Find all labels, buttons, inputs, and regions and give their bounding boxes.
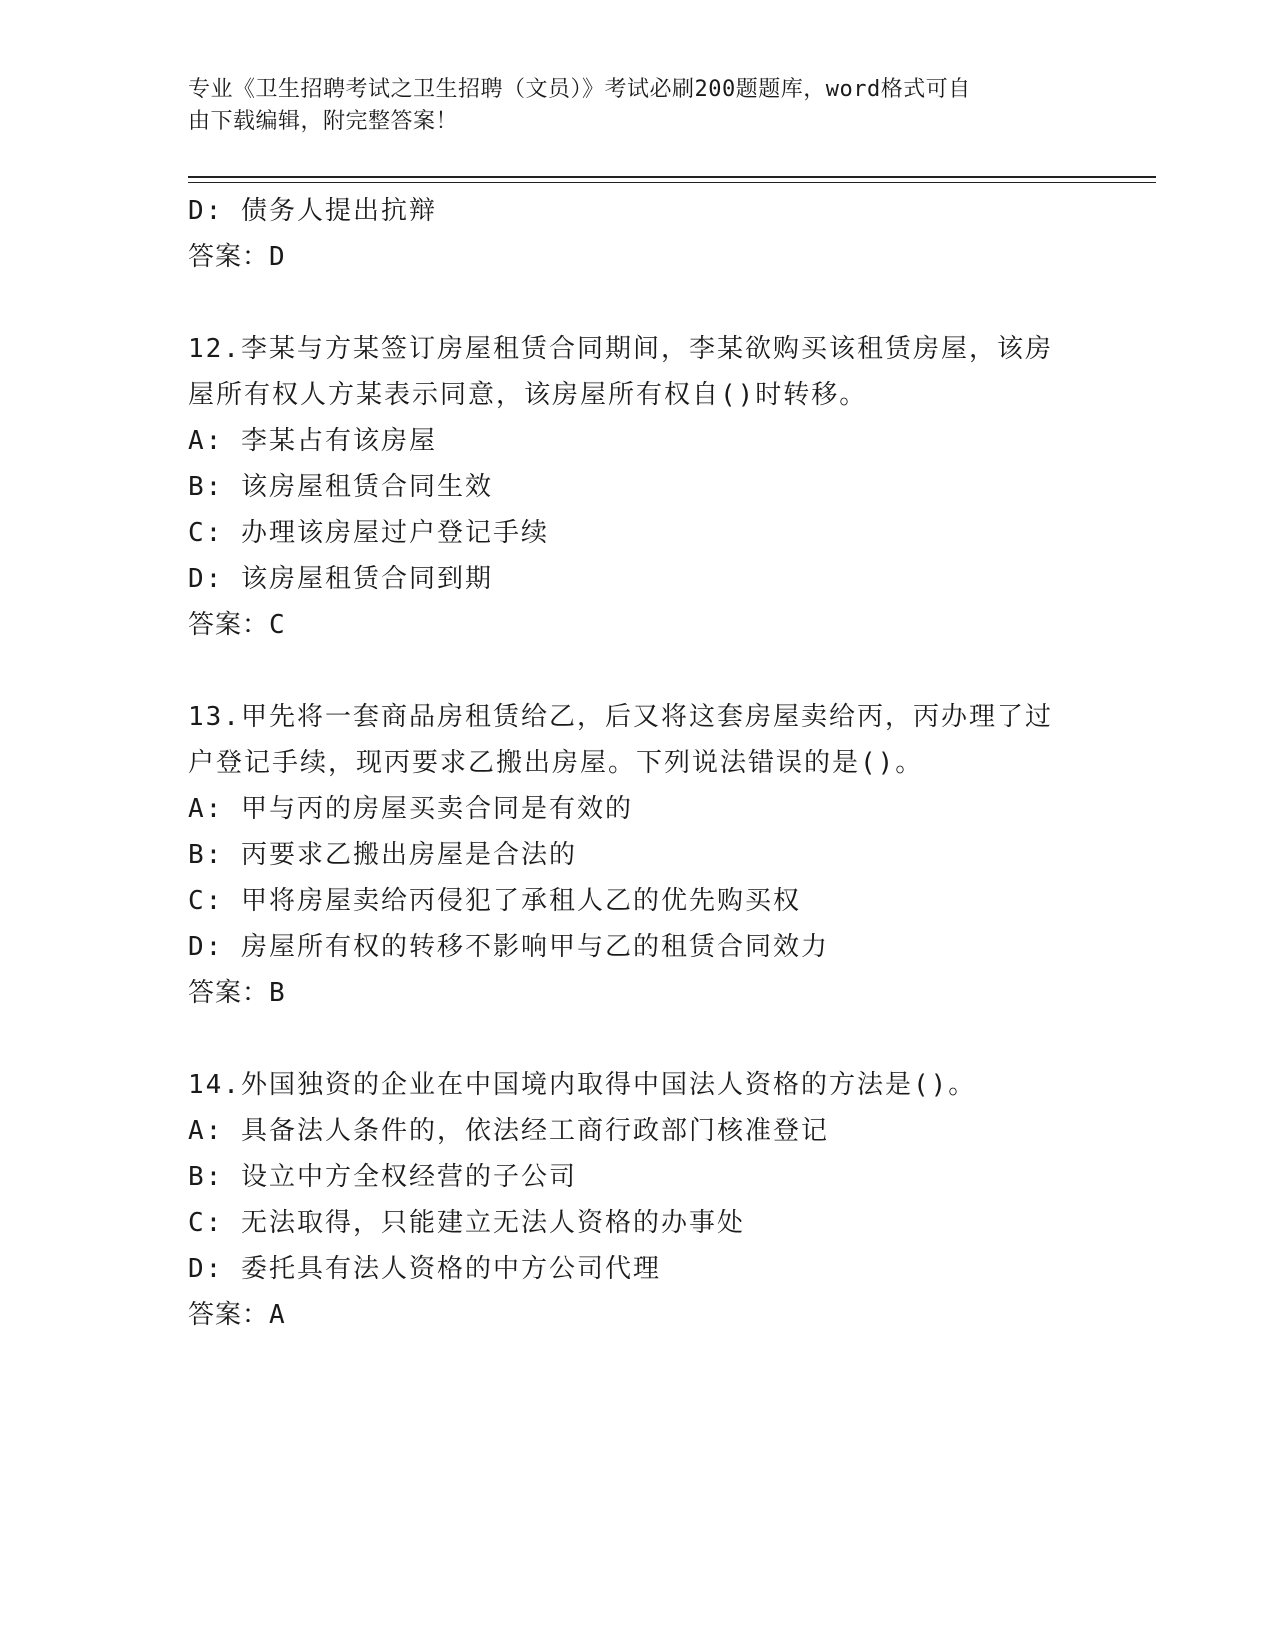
answer-label: 答案：: [188, 242, 270, 272]
option-c: C: 甲将房屋卖给丙侵犯了承租人乙的优先购买权: [188, 886, 801, 916]
document-body: [188, 188, 1088, 1338]
answer-value: B: [269, 978, 286, 1008]
answer: [188, 602, 1088, 648]
prev-answer: [188, 234, 1088, 280]
question-gap: [188, 1016, 1088, 1062]
question-stem: 屋所有权人方某表示同意，该房屋所有权自()时转移。: [188, 380, 868, 410]
question-gap: [188, 280, 1088, 326]
prev-option-d: D: 债务人提出抗辩: [188, 196, 437, 226]
option-a: A: 具备法人条件的，依法经工商行政部门核准登记: [188, 1116, 829, 1146]
header-divider-thin: [188, 182, 1156, 183]
option-d: D: 该房屋租赁合同到期: [188, 564, 493, 594]
option-a: A: 李某占有该房屋: [188, 426, 437, 456]
option-b: B: 该房屋租赁合同生效: [188, 472, 493, 502]
option-d: D: 房屋所有权的转移不影响甲与乙的租赁合同效力: [188, 932, 829, 962]
header-divider-thick: [188, 176, 1156, 178]
answer-value: D: [269, 242, 286, 272]
option-d: D: 委托具有法人资格的中方公司代理: [188, 1254, 661, 1284]
question-14: [188, 1062, 1088, 1338]
page-header: [188, 74, 1088, 138]
question-13: [188, 694, 1088, 1016]
option-b: B: 设立中方全权经营的子公司: [188, 1162, 577, 1192]
option-a: A: 甲与丙的房屋买卖合同是有效的: [188, 794, 633, 824]
header-line-2: 由下载编辑，附完整答案！: [188, 109, 459, 134]
answer: [188, 970, 1088, 1016]
answer-value: C: [269, 610, 286, 640]
question-stem: 14.外国独资的企业在中国境内取得中国法人资格的方法是()。: [188, 1070, 977, 1100]
option-c: C: 办理该房屋过户登记手续: [188, 518, 549, 548]
question-stem: 12.李某与方某签订房屋租赁合同期间，李某欲购买该租赁房屋，该房: [188, 334, 1053, 364]
answer-label: 答案：: [188, 978, 270, 1008]
question-stem: 13.甲先将一套商品房租赁给乙，后又将这套房屋卖给丙，丙办理了过: [188, 702, 1053, 732]
header-line-1: 专业《卫生招聘考试之卫生招聘（文员）》考试必刷200题题库，word格式可自: [188, 77, 971, 102]
question-12: [188, 326, 1088, 648]
question-stem: 户登记手续，现丙要求乙搬出房屋。下列说法错误的是()。: [188, 748, 924, 778]
answer-value: A: [269, 1300, 286, 1330]
option-c: C: 无法取得，只能建立无法人资格的办事处: [188, 1208, 745, 1238]
option-b: B: 丙要求乙搬出房屋是合法的: [188, 840, 577, 870]
question-gap: [188, 648, 1088, 694]
answer-label: 答案：: [188, 1300, 270, 1330]
answer: [188, 1292, 1088, 1338]
answer-label: 答案：: [188, 610, 270, 640]
